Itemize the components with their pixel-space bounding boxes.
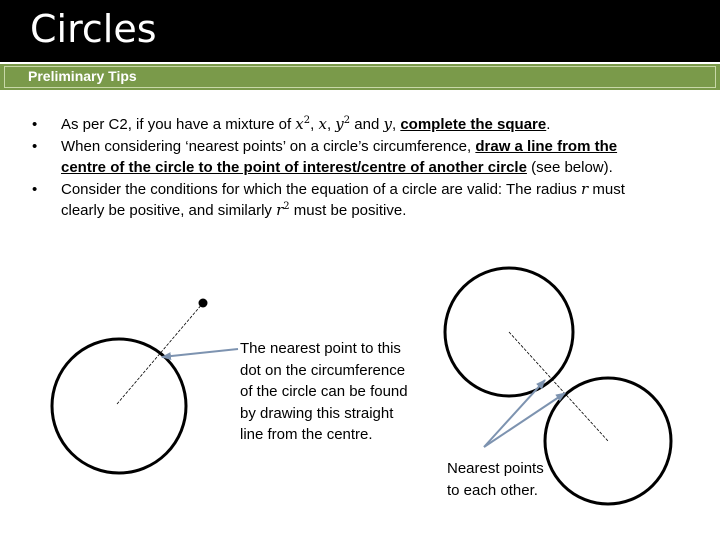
math-exponent: 2 <box>343 115 351 126</box>
left-circle <box>52 339 186 473</box>
slide-subtitle: Preliminary Tips <box>28 68 137 84</box>
tip-text: and <box>350 116 384 133</box>
tip-text: must clearly be positive, and similarly <box>61 180 625 219</box>
tip-text: Consider the conditions for which the equation of a circle are valid: The radius <box>61 180 582 198</box>
math-var: y <box>383 115 392 133</box>
tip-text: must be positive. <box>289 202 407 219</box>
left-diagram-caption: The nearest point to this dot on the circumference of the circle can be found by drawing this straight line from the centre. <box>240 340 408 443</box>
math-var: r <box>276 201 284 219</box>
left-pointer-arrow <box>162 349 238 357</box>
centre-to-centre-line <box>509 332 608 441</box>
bullet-marker: • <box>32 137 38 155</box>
slide-title: Circles <box>30 7 157 51</box>
tip-text: , <box>310 116 319 133</box>
math-var: x <box>295 115 304 133</box>
math-var: x <box>318 115 327 133</box>
math-exponent: 2 <box>303 115 311 126</box>
point-of-interest-dot <box>199 299 208 308</box>
tip-text: (see below). <box>526 159 613 176</box>
math-exponent: 2 <box>283 201 290 212</box>
tip-text: When considering ‘nearest points’ on a circle’s circumference, <box>61 137 476 155</box>
bullet-marker: • <box>32 116 38 133</box>
tip-text: , <box>326 116 336 133</box>
math-var: r <box>581 179 589 198</box>
tip-emphasis: complete the square <box>400 116 547 133</box>
tip-text: As per C2, if you have a mixture of <box>61 116 296 133</box>
bullet-marker: • <box>32 180 38 198</box>
right-diagram-caption: Nearest points to each other. <box>447 460 544 499</box>
tip-text: , <box>392 116 401 133</box>
tip-emphasis: draw a line from the centre of the circle to the point of interest/centre of another circle <box>61 137 618 176</box>
tip-text: . <box>546 116 551 133</box>
math-var: y <box>335 115 344 133</box>
